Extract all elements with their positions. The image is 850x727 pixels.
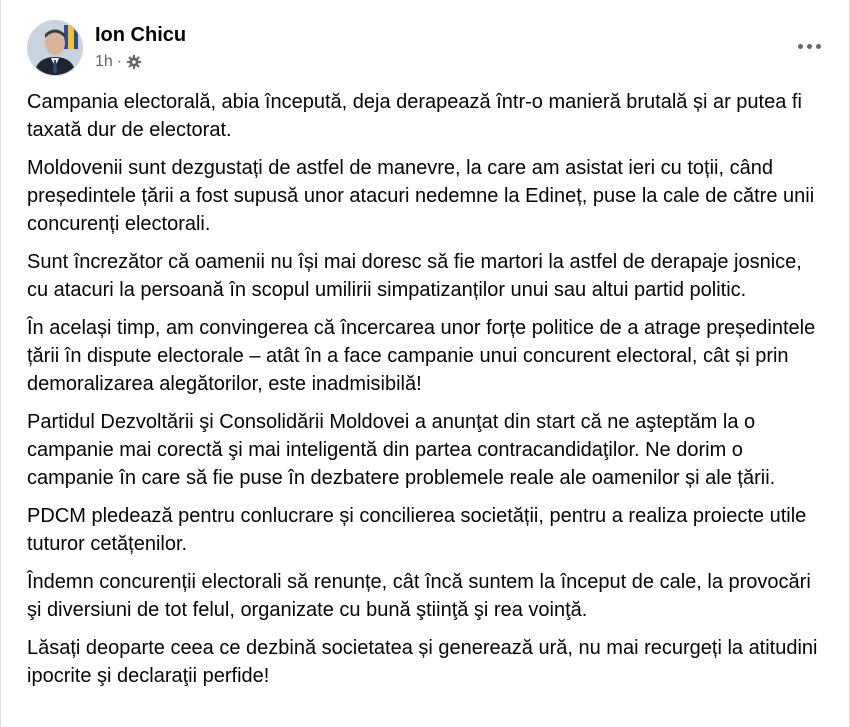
post-paragraph: Lăsați deoparte ceea ce dezbină societatea și generează ură, nu mai recurgeți la atitudini ipocrite şi declaraţii perfide! [27,637,818,687]
post-paragraph: Moldovenii sunt dezgustați de astfel de manevre, la care am asistat ieri cu toții, când președintele țării a fost supusă unor atacuri nedemne la Edineț, puse la cale de către unii concurenți electorali. [27,157,815,235]
post-meta [95,22,186,73]
post-subline [95,51,186,73]
avatar-portrait [28,21,82,75]
more-options-icon-dot [816,44,821,49]
post-paragraph: Îndemn concurenții electorali să renunțe, cât încă suntem la început de cale, la provocări şi diversiuni de tot felul, organizate cu bună ştiinţă şi rea voinţă. [27,571,811,621]
author-name[interactable]: Ion Chicu [95,24,187,46]
avatar[interactable] [27,20,83,76]
separator-dot: · [116,53,123,70]
post-body [27,88,827,700]
more-options-icon-dot [807,44,812,49]
post-header [27,20,186,80]
post-timestamp[interactable]: 1h [95,53,113,70]
post-paragraph: PDCM pledează pentru conlucrare și concilierea societății, pentru a realiza proiecte utile tuturor cetățenilor. [27,505,807,555]
more-options-button[interactable] [791,30,827,62]
more-options-icon [798,44,803,49]
post-paragraph: Partidul Dezvoltării şi Consolidării Moldovei a anunţat din start că ne aşteptăm la o campanie mai corectă şi mai inteligentă din partea contracandidaţilor. Ne dorim o campanie în care să fie puse în dezbatere problemele reale ale oamenilor și ale țării. [27,411,776,489]
post-paragraph: În același timp, am convingerea că încercarea unor forțe politice de a atrage președintele țării în dispute electorale – atât în a face campanie unui concurent electoral, cât și prin demoralizarea alegătorilor, este inadmisibilă! [27,317,816,395]
post-paragraph: Sunt încrezător că oamenii nu își mai doresc să fie martori la astfel de derapaje josnice, cu atacuri la persoană în scopul umilirii simpatizanților unui sau altui partid politic. [27,251,802,301]
gear-icon[interactable] [126,54,142,70]
post-paragraph: Campania electorală, abia începută, deja derapează într-o manieră brutală și ar putea fi taxată dur de electorat. [27,91,802,141]
